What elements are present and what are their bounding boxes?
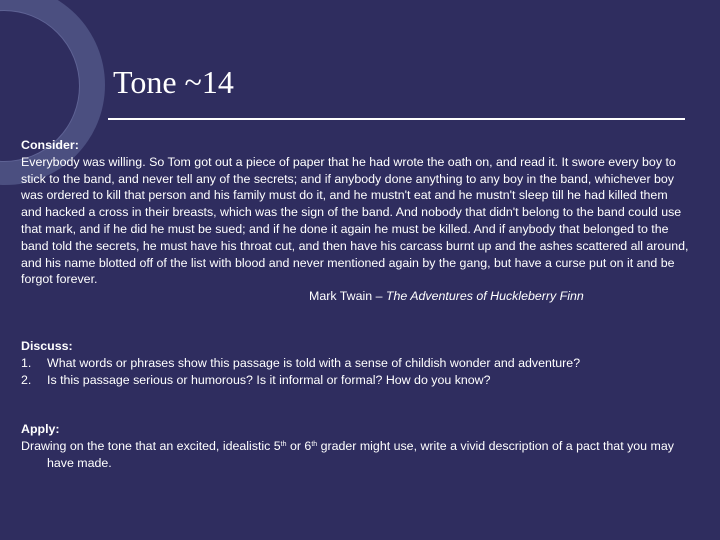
attribution-author: Mark Twain – [309,289,386,304]
list-item-text: What words or phrases show this passage is told with a sense of childish wonder and adventure? [47,355,581,370]
consider-passage: Everybody was willing. So Tom got out a piece of paper that he had wrote the oath on, and read it. It swore every boy to stick to the band, and never tell any of the secrets; and if anybody done anything to any boy in the band, whichever boy was ordered to kill that person and his family must do it, and he mustn't eat and he mustn't sleep till he had killed them and hacked a cross in their breasts, which was the sign of the band. And nobody that didn't belong to the band could use that mark, and if he did he must be sued; and if he done it again he must be killed. And if anybody that belonged to the band told the secrets, he must have his throat cut, and then have his carcass burnt up and the ashes scattered all around, and his name blotted off of the list with blood and never mentioned again by the gang, but have a curse put on it and be forgot forever. [21,154,689,287]
discuss-heading: Discuss: [21,338,73,353]
discuss-section [21,338,689,388]
list-item [21,355,689,372]
consider-heading: Consider: [21,138,79,152]
spacer [21,388,689,421]
discuss-list [21,355,689,389]
quote-attribution [21,288,689,305]
apply-heading: Apply: [21,422,60,437]
attribution-book-title: The Adventures of Huckleberry Finn [385,289,584,304]
apply-prompt [21,438,689,472]
ordinal-suffix: th [280,441,287,449]
apply-text-part: or 6 [286,439,312,454]
list-item-text: Is this passage serious or humorous? Is it informal or formal? How do you know? [47,372,491,387]
title-underline [108,118,685,120]
apply-section [21,421,689,471]
list-item [21,372,689,389]
apply-text-part: grader might use, write a vivid description of a pact that you may have made. [47,439,674,470]
slide-body [21,137,689,472]
slide-title: Tone ~14 [113,64,234,100]
spacer [21,305,689,338]
apply-text-part: Drawing on the tone that an excited, idealistic 5 [21,439,281,454]
list-item-number: 1. [21,355,32,370]
list-item-number: 2. [21,372,32,387]
consider-section [21,137,689,305]
ordinal-suffix: th [311,441,318,449]
